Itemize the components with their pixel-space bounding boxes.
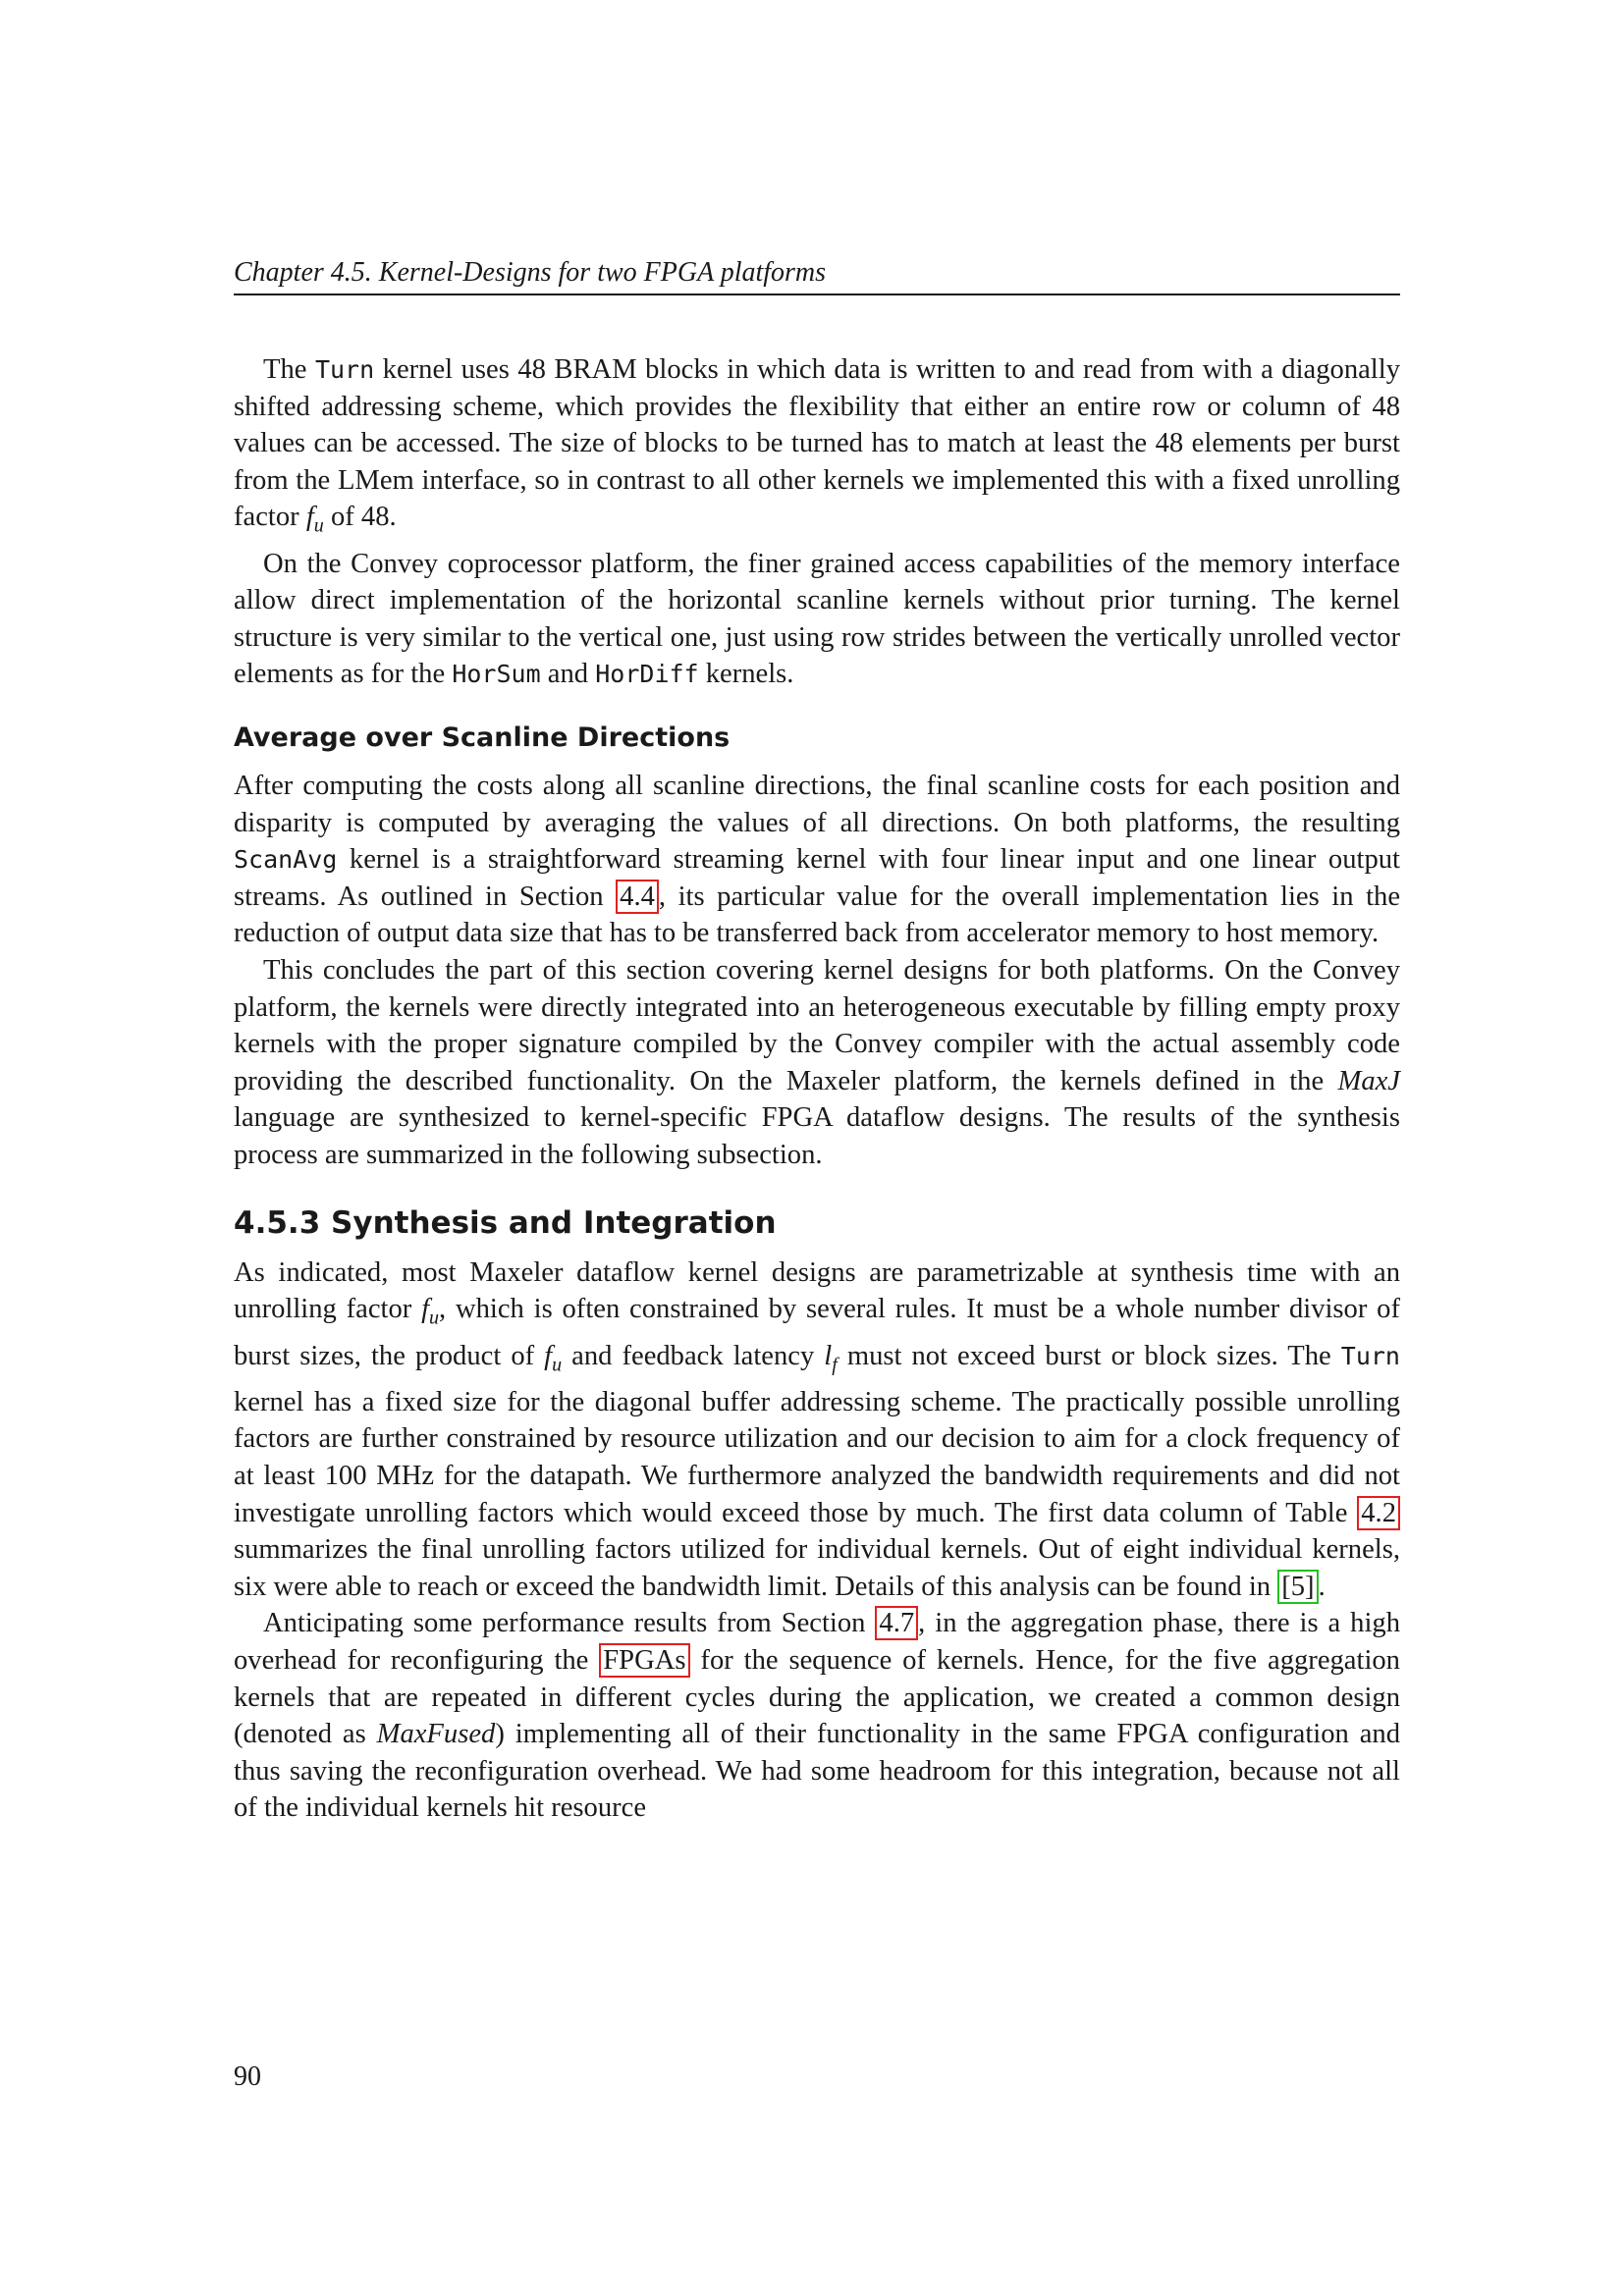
body-text [234, 351, 1400, 1827]
text-maxfused: MaxFused [376, 1719, 496, 1750]
paragraph-scanavg: After computing the costs along all scanline directions, the final scanline costs for each position and disparity is computed by averaging the values of all directions. On both platforms, the resulting ScanAvg kernel is a straightforward streaming kernel with four linear input and one linear output streams. As outlined in Section 4.4 , its particular value for the overall implementation lies in the reduction of output data size that has to be transferred back from accelerator memory to host memory. [234, 771, 1401, 949]
citation-link-5[interactable]: [5] [1277, 1570, 1318, 1604]
page-number: 90 [234, 2061, 261, 2092]
math-lf: $l_f$ [824, 1340, 838, 1376]
paragraph-turn-kernel: The Turn kernel uses 48 BRAM blocks in which data is written to and read from with a diagonally shifted addressing scheme, which provides the flexibility that either an entire row or column of 48 values can be accessed. The size of blocks to be turned has to match at least the 48 elements per burst from the LMem interface, so in contrast to all other kernels we implemented this with a fixed unrolling factor $f_u$ of 48. [234, 354, 1400, 538]
glossary-link-fpgas[interactable]: FPGAs [599, 1643, 689, 1678]
text-maxj: MaxJ [1337, 1065, 1400, 1096]
paragraph-convey-horizontal: On the Convey coprocessor platform, the finer grained access capabilities of the memory interface allow direct implementation of the horizontal scanline kernels without prior turning. The kernel structure is very similar to the vertical one, just using row strides between the vertically unrolled vector elements as for the HorSum and HorDiff kernels. [234, 548, 1400, 690]
header-rule [234, 294, 1400, 295]
code-turn-2: Turn [1340, 1341, 1400, 1370]
math-fu: $f_u$ [305, 502, 324, 538]
paragraph-maxfused: Anticipating some performance results from Section 4.7 , in the aggregation phase, there is a high overhead for reconfiguring the FPGAs for the sequence of kernels. Hence, for the five aggregation kernels that are repeated in different cycles during the application, we created a common design (denoted as MaxFused) implementing all of their functionality in the same FPGA configuration and thus saving the reconfiguration overhead. We had some headroom for this integration, because not all of the individual kernels hit resource [234, 1608, 1401, 1824]
heading-average-scanline: Average over Scanline Directions [234, 722, 731, 754]
math-fu-2: $f_u$ [544, 1340, 563, 1376]
table-link-4-2[interactable]: 4.2 [1357, 1496, 1400, 1530]
code-hordiff: HorDiff [595, 660, 699, 689]
running-header: Chapter 4.5. Kernel-Designs for two FPGA platforms [234, 257, 827, 288]
paragraph-conclusion: This concludes the part of this section covering kernel designs for both platforms. On the Convey platform, the kernels were directly integrated into an heterogeneous executable by filling empty proxy kernels with the proper signature compiled by the Convey compiler with the actual assembly code providing the described functionality. On the Maxeler platform, the kernels defined in the MaxJ language are synthesized to kernel-specific FPGA dataflow designs. The results of the synthesis process are summarized in the following subsection. [234, 955, 1400, 1170]
math-fu-1: $f_u$ [421, 1294, 440, 1329]
section-link-4-4[interactable]: 4.4 [616, 880, 659, 914]
code-scanavg: ScanAvg [234, 845, 338, 875]
section-link-4-7[interactable]: 4.7 [875, 1606, 918, 1640]
code-turn: Turn [314, 355, 375, 384]
code-horsum: HorSum [452, 660, 541, 689]
heading-synthesis-integration: 4.5.3 Synthesis and Integration [234, 1204, 777, 1241]
paragraph-synthesis: As indicated, most Maxeler dataflow kernel designs are parametrizable at synthesis time with an unrolling factor $f_u$, which is often constrained by several rules. It must be a whole number divisor of burst sizes, the product of $f_u$ and feedback latency $l_f$ must not exceed burst or block sizes. The Turn kernel has a fixed size for the diagonal buffer addressing scheme. The practically possible unrolling factors are further constrained by resource utilization and our decision to aim for a clock frequency of at least 100 MHz for the datapath. We furthermore analyzed the bandwidth requirements and did not investigate unrolling factors which would exceed those by much. The first data column of Table 4.2 summarizes the final unrolling factors utilized for individual kernels. Out of eight individual kernels, six were able to reach or exceed the bandwidth limit. Details of this analysis can be found in [5] . [234, 1256, 1400, 1602]
